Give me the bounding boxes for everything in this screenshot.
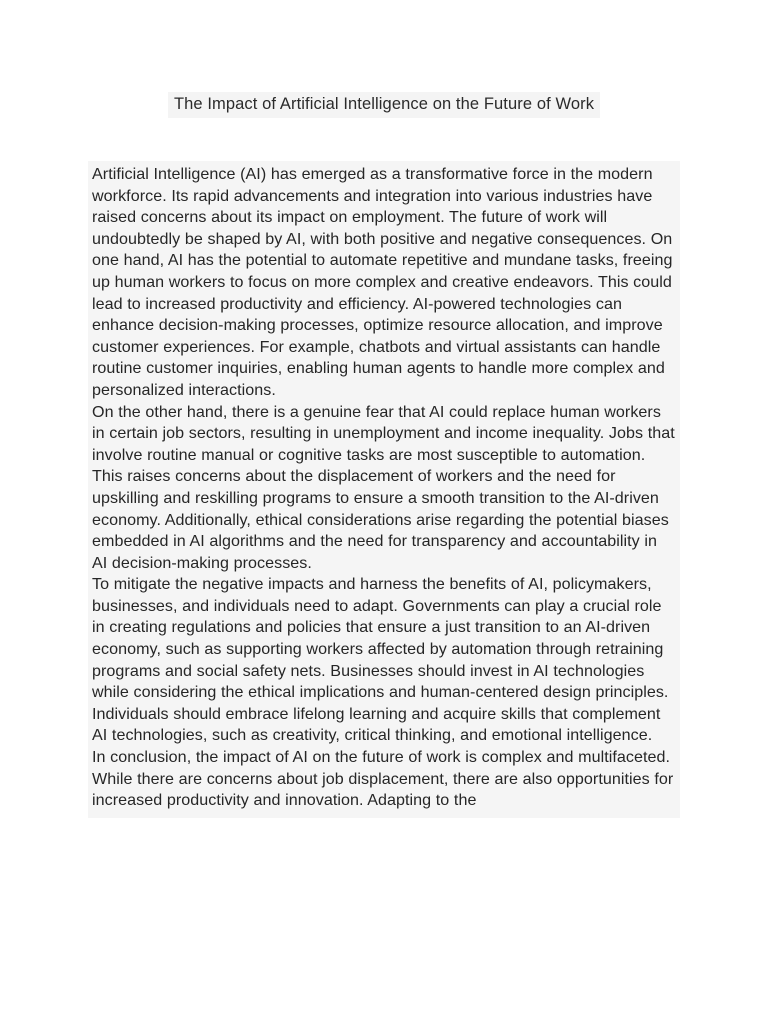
paragraph-3: To mitigate the negative impacts and harness the benefits of AI, policymakers, businesses, and individuals need to adapt. Governments can play a crucial role in creating regulations and policies that ensure a just transition to an AI-driven economy, such as supporting workers affected by automation through retraining programs and social safety nets. Businesses should invest in AI technologies while considering the ethical implications and human-centered design principles. Individuals should embrace lifelong learning and acquire skills that complement AI technologies, such as creativity, critical thinking, and emotional intelligence. [92,575,669,745]
paragraph-1: Artificial Intelligence (AI) has emerged as a transformative force in the modern workforce. Its rapid advancements and integration into various industries have raised concerns about its impact on employment. The future of work will undoubtedly be shaped by AI, with both positive and negative consequences. On one hand, AI has the potential to automate repetitive and mundane tasks, freeing up human workers to focus on more complex and creative endeavors. This could lead to increased productivity and efficiency. AI-powered technologies can enhance decision-making processes, optimize resource allocation, and improve customer experiences. For example, chatbots and virtual assistants can handle routine customer inquiries, enabling human agents to handle more complex and personalized interactions. [92,165,673,399]
document-body [88,161,680,818]
document-title-row [0,92,768,118]
paragraph-2: On the other hand, there is a genuine fear that AI could replace human workers in certain job sectors, resulting in unemployment and income inequality. Jobs that involve routine manual or cognitive tasks are most susceptible to automation. This raises concerns about the displacement of workers and the need for upskilling and reskilling programs to ensure a smooth transition to the AI-driven economy. Additionally, ethical considerations arise regarding the potential biases embedded in AI algorithms and the need for transparency and accountability in AI decision-making processes. [92,402,675,572]
paragraph-4: In conclusion, the impact of AI on the future of work is complex and multifaceted. While there are concerns about job displacement, there are also opportunities for increased productivity and innovation. Adapting to the [92,748,674,810]
page-title: The Impact of Artificial Intelligence on the Future of Work [168,92,600,118]
